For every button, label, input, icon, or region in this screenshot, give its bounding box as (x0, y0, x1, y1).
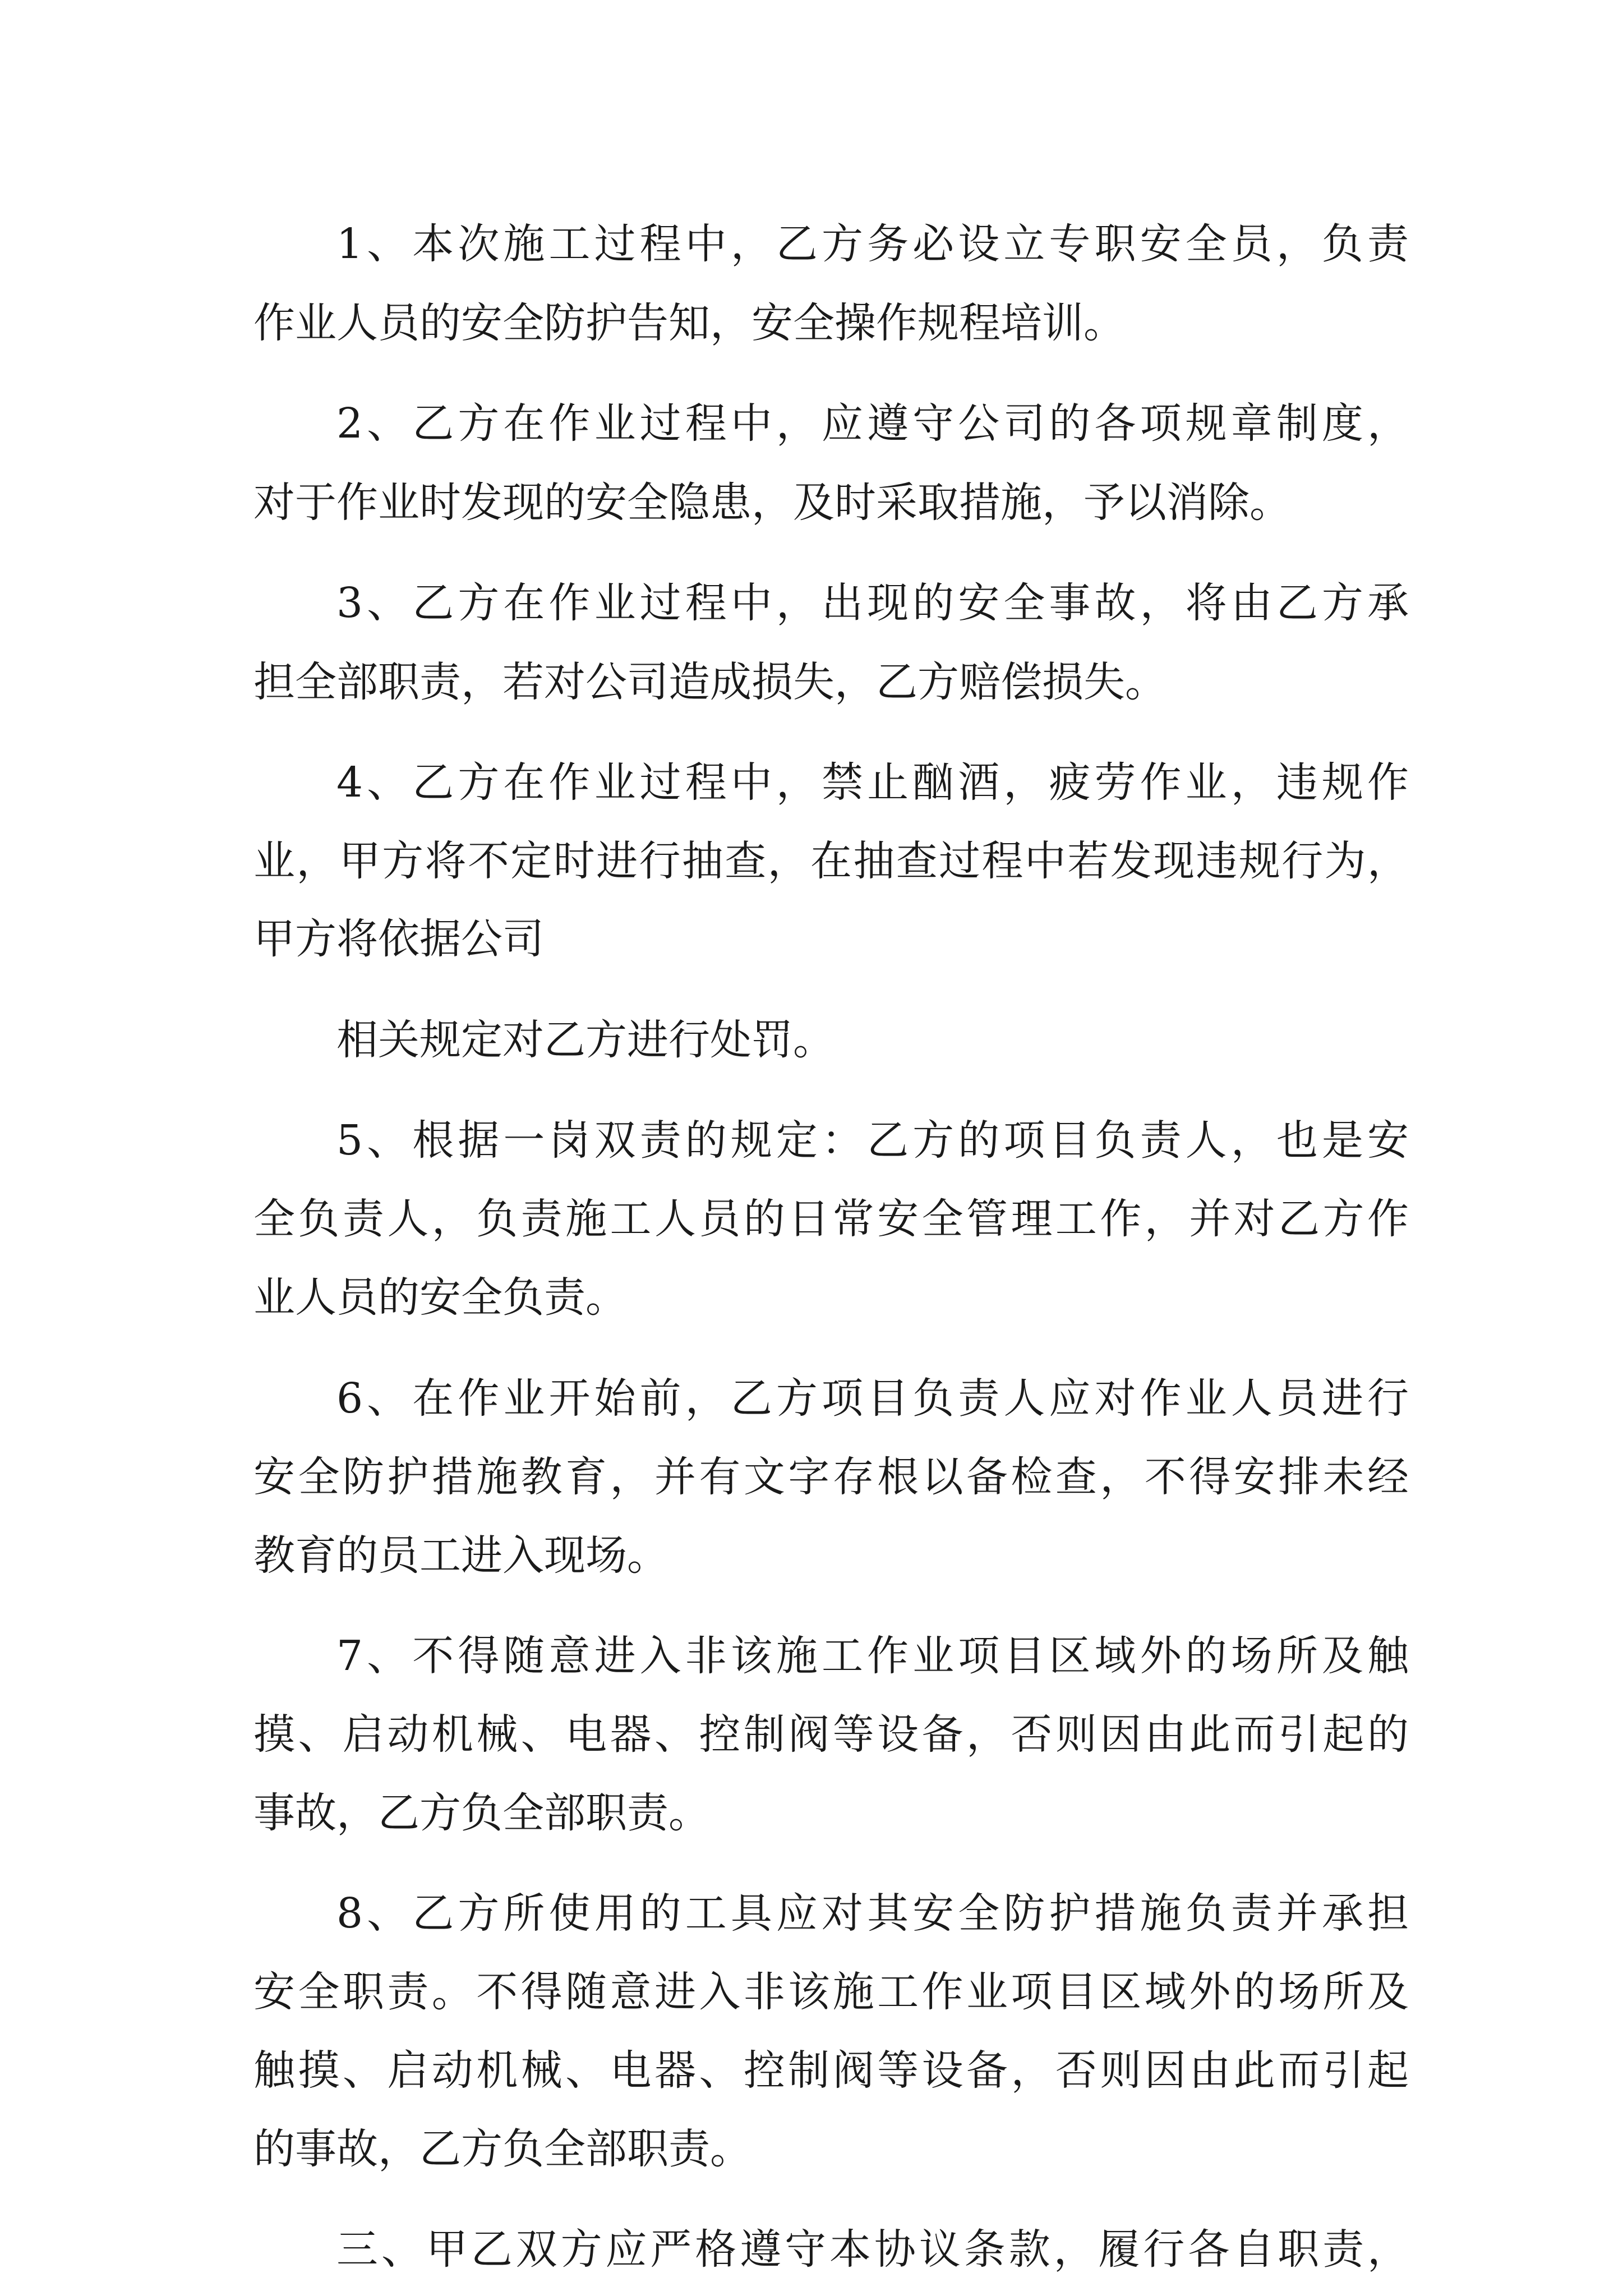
item-4-line-1: 4、乙方在作业过程中，禁止酗酒，疲劳作业，违规作 (336, 758, 1409, 807)
item-2-line-2: 对于作业时发现的安全隐患，及时采取措施，予以消除。 (253, 478, 1291, 527)
item-8-line-4: 的事故，乙方负全部职责。 (253, 2125, 751, 2173)
item-2-line-1: 2、乙方在作业过程中，应遵守公司的各项规章制度， (336, 399, 1409, 448)
item-8-line-2: 安全职责。不得随意进入非该施工作业项目区域外的场所及 (253, 1968, 1409, 2016)
item-4-line-3: 甲方将依据公司 (253, 915, 544, 963)
item-3-line-2: 担全部职责，若对公司造成损失，乙方赔偿损失。 (253, 658, 1166, 706)
item-8-line-1: 8、乙方所使用的工具应对其安全防护措施负责并承担 (336, 1889, 1409, 1938)
item-6-line-3: 教育的员工进入现场。 (253, 1531, 668, 1580)
item-5-line-1: 5、根据一岗双责的规定：乙方的项目负责人，也是安 (336, 1116, 1409, 1165)
item-5-line-2: 全负责人，负责施工人员的日常安全管理工作，并对乙方作 (253, 1195, 1409, 1243)
item-8-line-3: 触摸、启动机械、电器、控制阀等设备，否则因由此而引起 (253, 2046, 1409, 2095)
section-3-line-1: 三、甲乙双方应严格遵守本协议条款，履行各自职责， (336, 2225, 1409, 2274)
item-5-line-3: 业人员的安全负责。 (253, 1273, 627, 1322)
item-7-line-2: 摸、启动机械、电器、控制阀等设备，否则因由此而引起的 (253, 1710, 1409, 1759)
item-4-line-4: 相关规定对乙方进行处罚。 (336, 1016, 834, 1064)
item-6-line-2: 安全防护措施教育，并有文字存根以备检查，不得安排未经 (253, 1453, 1409, 1501)
item-7-line-3: 事故，乙方负全部职责。 (253, 1789, 710, 1837)
item-6-line-1: 6、在作业开始前，乙方项目负责人应对作业人员进行 (336, 1374, 1409, 1423)
item-4-line-2: 业，甲方将不定时进行抽查，在抽查过程中若发现违规行为， (253, 837, 1409, 885)
item-1-line-2: 作业人员的安全防护告知，安全操作规程培训。 (253, 299, 1125, 347)
item-3-line-1: 3、乙方在作业过程中，出现的安全事故，将由乙方承 (336, 579, 1409, 627)
item-1-line-1: 1、本次施工过程中，乙方务必设立专职安全员，负责 (336, 220, 1409, 268)
item-7-line-1: 7、不得随意进入非该施工作业项目区域外的场所及触 (336, 1632, 1409, 1680)
